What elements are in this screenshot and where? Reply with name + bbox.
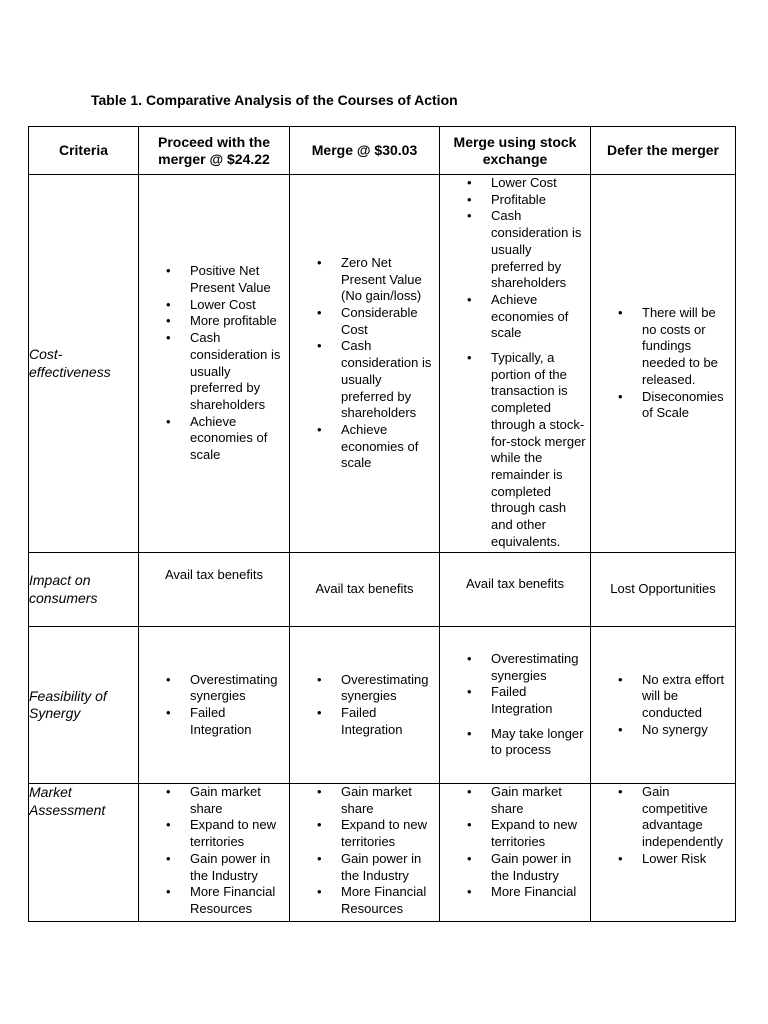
list-item: • Typically, a portion of the transaction is completed through a stock-for-stock merger while the remainder is completed through cash and other equivalents. (440, 350, 590, 550)
header-row (29, 127, 736, 175)
list-item: • Cash consideration is usually preferred by shareholders (139, 330, 289, 414)
list-item: • Gain market share (440, 784, 590, 817)
list-item: • Achieve economies of scale (139, 414, 289, 464)
bullet-list (440, 651, 590, 718)
table-row (29, 784, 736, 922)
list-item: • Gain power in the Industry (139, 851, 289, 884)
header-defer-merger: Defer the merger (591, 127, 736, 175)
list-item: • Zero Net Present Value (No gain/loss) (290, 255, 439, 305)
list-item: • Failed Integration (139, 705, 289, 738)
list-item: • Overestimating synergies (290, 672, 439, 705)
criteria-impact-consumers: Impact on consumers (29, 553, 139, 627)
market-merge-3003-cell (290, 784, 440, 922)
list-item: • Diseconomies of Scale (591, 389, 735, 422)
list-item: • Achieve economies of scale (290, 422, 439, 472)
list-item: • Cash consideration is usually preferred by shareholders (290, 338, 439, 422)
cost-merge-3003-cell (290, 175, 440, 553)
cost-proceed-cell (139, 175, 290, 553)
list-item: • More profitable (139, 313, 289, 330)
list-item: • Gain market share (290, 784, 439, 817)
list-item: • Expand to new territories (290, 817, 439, 850)
bullet-list (440, 175, 590, 342)
list-item: • No extra effort will be conducted (591, 672, 735, 722)
bullet-list (440, 726, 590, 759)
list-item: • Cash consideration is usually preferred by shareholders (440, 208, 590, 292)
list-item: • More Financial (440, 884, 590, 901)
impact-merge-stock-cell: Avail tax benefits (440, 553, 591, 627)
synergy-proceed-cell (139, 627, 290, 784)
list-item: • Lower Risk (591, 851, 735, 868)
criteria-cost-effectiveness: Cost-effectiveness (29, 175, 139, 553)
cost-merge-stock-cell (440, 175, 591, 553)
list-item: • Expand to new territories (440, 817, 590, 850)
list-item: • Achieve economies of scale (440, 292, 590, 342)
list-item: • More Financial Resources (290, 884, 439, 917)
market-proceed-cell (139, 784, 290, 922)
header-merge-3003: Merge @ $30.03 (290, 127, 440, 175)
synergy-merge-3003-cell (290, 627, 440, 784)
header-proceed-merger: Proceed with the merger @ $24.22 (139, 127, 290, 175)
bullet-list (139, 263, 289, 463)
list-item: • No synergy (591, 722, 735, 739)
list-item: • Gain power in the Industry (440, 851, 590, 884)
list-item: • Lower Cost (139, 297, 289, 314)
table-row (29, 553, 736, 627)
list-item: • Failed Integration (440, 684, 590, 717)
impact-proceed-cell: Avail tax benefits (139, 553, 290, 627)
market-defer-cell (591, 784, 736, 922)
list-item: • Gain market share (139, 784, 289, 817)
bullet-list (440, 784, 590, 901)
comparison-table (28, 126, 736, 922)
synergy-defer-cell (591, 627, 736, 784)
list-item: • Profitable (440, 192, 590, 209)
cost-defer-cell (591, 175, 736, 553)
synergy-merge-stock-cell (440, 627, 591, 784)
list-item: • Considerable Cost (290, 305, 439, 338)
criteria-market-assessment: Market Assessment (29, 784, 139, 922)
list-item: • Positive Net Present Value (139, 263, 289, 296)
impact-merge-3003-cell: Avail tax benefits (290, 553, 440, 627)
list-item: • Failed Integration (290, 705, 439, 738)
list-item: • Overestimating synergies (139, 672, 289, 705)
header-criteria: Criteria (29, 127, 139, 175)
table-row (29, 175, 736, 553)
list-item: • May take longer to process (440, 726, 590, 759)
list-item: • More Financial Resources (139, 884, 289, 917)
list-item: • There will be no costs or fundings needed to be released. (591, 305, 735, 389)
bullet-list (591, 784, 735, 868)
criteria-feasibility-synergy: Feasibility of Synergy (29, 627, 139, 784)
list-item: • Expand to new territories (139, 817, 289, 850)
bullet-list (139, 672, 289, 739)
list-item: • Gain power in the Industry (290, 851, 439, 884)
bullet-list (591, 672, 735, 739)
market-merge-stock-cell (440, 784, 591, 922)
table-row (29, 627, 736, 784)
bullet-list (440, 350, 590, 550)
bullet-list (591, 305, 735, 422)
table-caption: Table 1. Comparative Analysis of the Courses of Action (91, 92, 458, 108)
header-merge-stock: Merge using stock exchange (440, 127, 591, 175)
list-item: • Gain competitive advantage independently (591, 784, 735, 851)
impact-defer-cell: Lost Opportunities (591, 553, 736, 627)
list-item: • Lower Cost (440, 175, 590, 192)
bullet-list (290, 255, 439, 472)
bullet-list (290, 672, 439, 739)
list-item: • Overestimating synergies (440, 651, 590, 684)
bullet-list (139, 784, 289, 918)
bullet-list (290, 784, 439, 918)
